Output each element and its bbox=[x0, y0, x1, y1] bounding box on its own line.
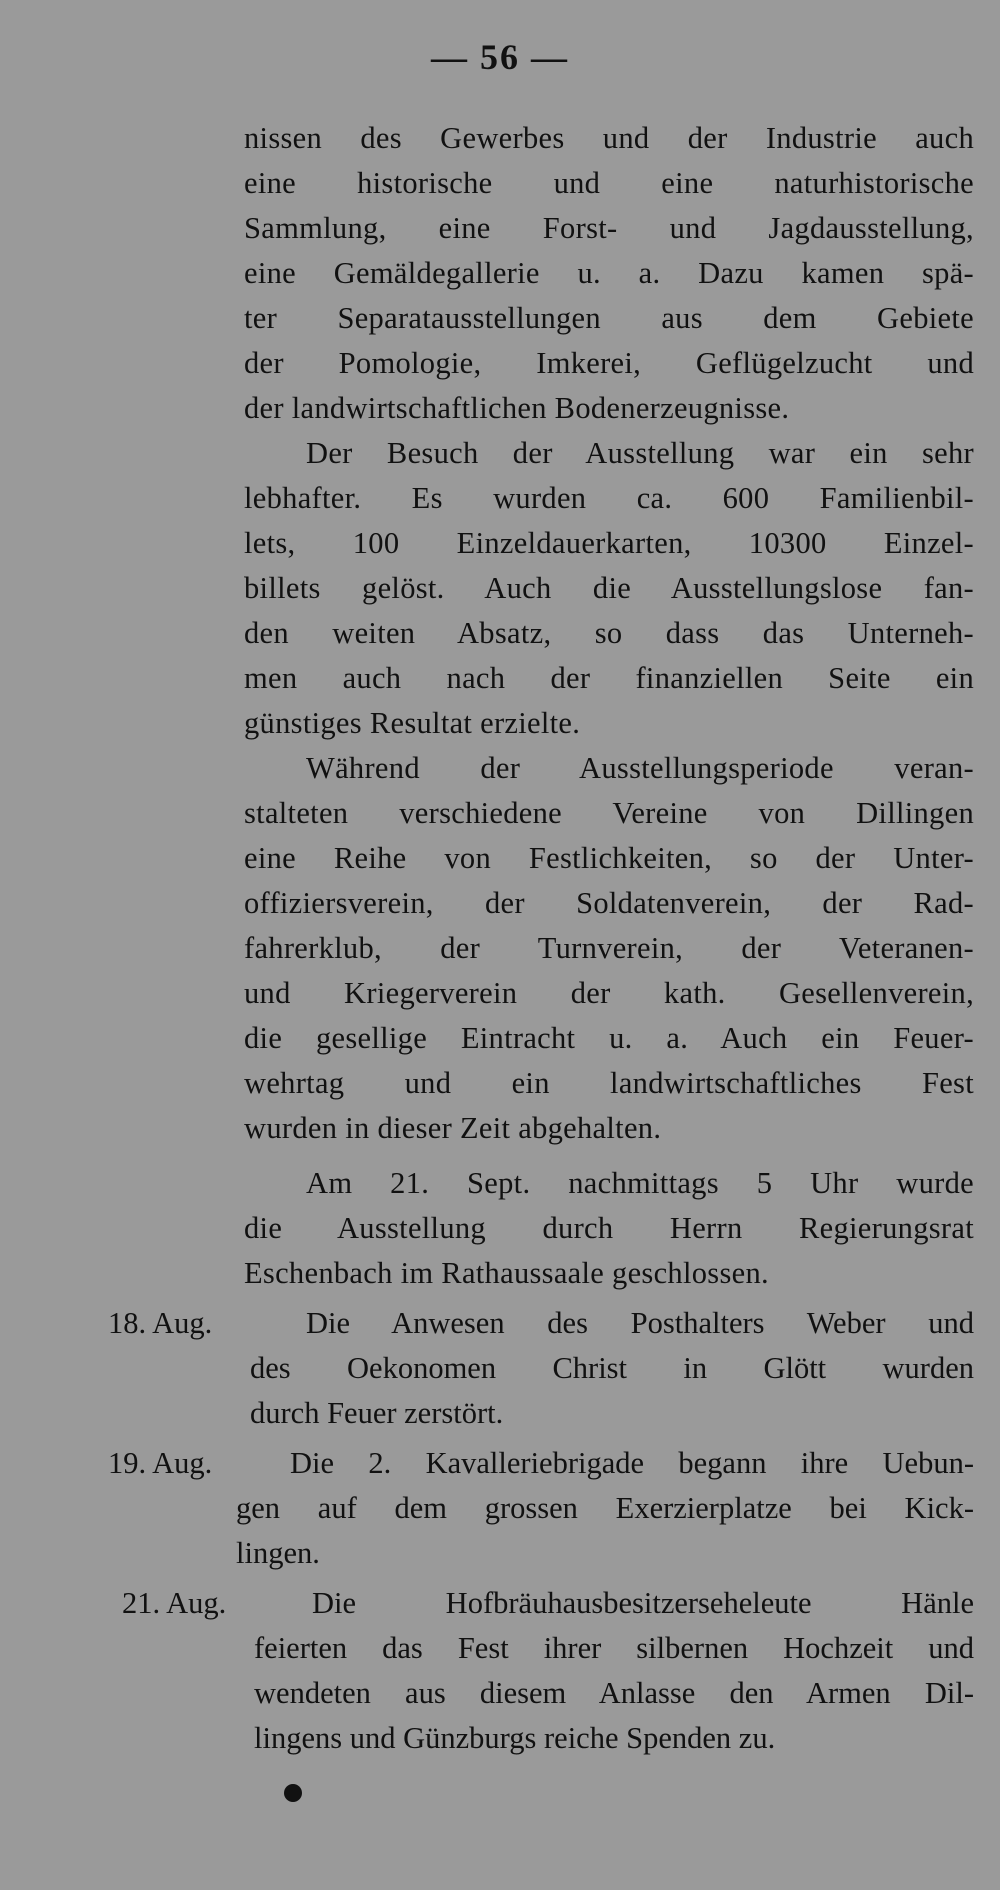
page-number: — 56 — bbox=[431, 37, 569, 77]
text-line: feierten das Fest ihrer silbernen Hochzeit und bbox=[254, 1631, 974, 1665]
text-line: wehrtag und ein landwirtschaftliches Fest bbox=[244, 1066, 974, 1100]
text-line: Sammlung, eine Forst- und Jagdausstellung, bbox=[244, 211, 974, 245]
text-line: lingen. bbox=[236, 1536, 320, 1570]
text-line: eine Gemäldegallerie u. a. Dazu kamen spä- bbox=[244, 256, 974, 290]
text-line: Eschenbach im Rathaussaale geschlossen. bbox=[244, 1256, 769, 1290]
text-line: fahrerklub, der Turnverein, der Veteranen- bbox=[244, 931, 974, 965]
text-line: der landwirtschaftlichen Bodenerzeugnisse. bbox=[244, 391, 790, 425]
text-line: die gesellige Eintracht u. a. Auch ein Feuer- bbox=[244, 1021, 974, 1055]
text-line: eine historische und eine naturhistorische bbox=[244, 166, 974, 200]
text-line: lets, 100 Einzeldauerkarten, 10300 Einzel- bbox=[244, 526, 974, 560]
text-line: den weiten Absatz, so dass das Unterneh- bbox=[244, 616, 974, 650]
text-line: men auch nach der finanziellen Seite ein bbox=[244, 661, 974, 695]
paragraph-first-line: Der Besuch der Ausstellung war ein sehr bbox=[306, 436, 974, 470]
entry-first-line: Die 2. Kavalleriebrigade begann ihre Uebun- bbox=[290, 1446, 974, 1480]
text-line: eine Reihe von Festlichkeiten, so der Unter- bbox=[244, 841, 974, 875]
text-line: ter Separatausstellungen aus dem Gebiete bbox=[244, 301, 974, 335]
text-line: lingens und Günzburgs reiche Spenden zu. bbox=[254, 1721, 776, 1755]
text-line: lebhafter. Es wurden ca. 600 Familienbil- bbox=[244, 481, 974, 515]
text-line: wurden in dieser Zeit abgehalten. bbox=[244, 1111, 662, 1145]
text-line: der Pomologie, Imkerei, Geflügelzucht und bbox=[244, 346, 974, 380]
text-line: und Kriegerverein der kath. Gesellenverein, bbox=[244, 976, 974, 1010]
text-line: billets gelöst. Auch die Ausstellungslose fan- bbox=[244, 571, 974, 605]
text-line: gen auf dem grossen Exerzierplatze bei Kick- bbox=[236, 1491, 974, 1525]
entry-date: 21. Aug. bbox=[122, 1586, 227, 1620]
entry-first-line: Die Hofbräuhausbesitzerseheleute Hänle bbox=[312, 1586, 974, 1620]
text-line: nissen des Gewerbes und der Industrie auch bbox=[244, 121, 974, 155]
ink-dot bbox=[284, 1784, 302, 1802]
paragraph-first-line: Am 21. Sept. nachmittags 5 Uhr wurde bbox=[306, 1166, 974, 1200]
text-line: durch Feuer zerstört. bbox=[250, 1396, 504, 1430]
text-line: stalteten verschiedene Vereine von Dillingen bbox=[244, 796, 974, 830]
text-line: wendeten aus diesem Anlasse den Armen Dil- bbox=[254, 1676, 974, 1710]
text-line: offiziersverein, der Soldatenverein, der Rad- bbox=[244, 886, 974, 920]
text-line: günstiges Resultat erzielte. bbox=[244, 706, 581, 740]
text-line: des Oekonomen Christ in Glött wurden bbox=[250, 1351, 974, 1385]
entry-first-line: Die Anwesen des Posthalters Weber und bbox=[306, 1306, 974, 1340]
entry-date: 19. Aug. bbox=[108, 1446, 213, 1480]
entry-date: 18. Aug. bbox=[108, 1306, 213, 1340]
text-line: die Ausstellung durch Herrn Regierungsrat bbox=[244, 1211, 974, 1245]
paragraph-first-line: Während der Ausstellungsperiode veran- bbox=[306, 751, 974, 785]
